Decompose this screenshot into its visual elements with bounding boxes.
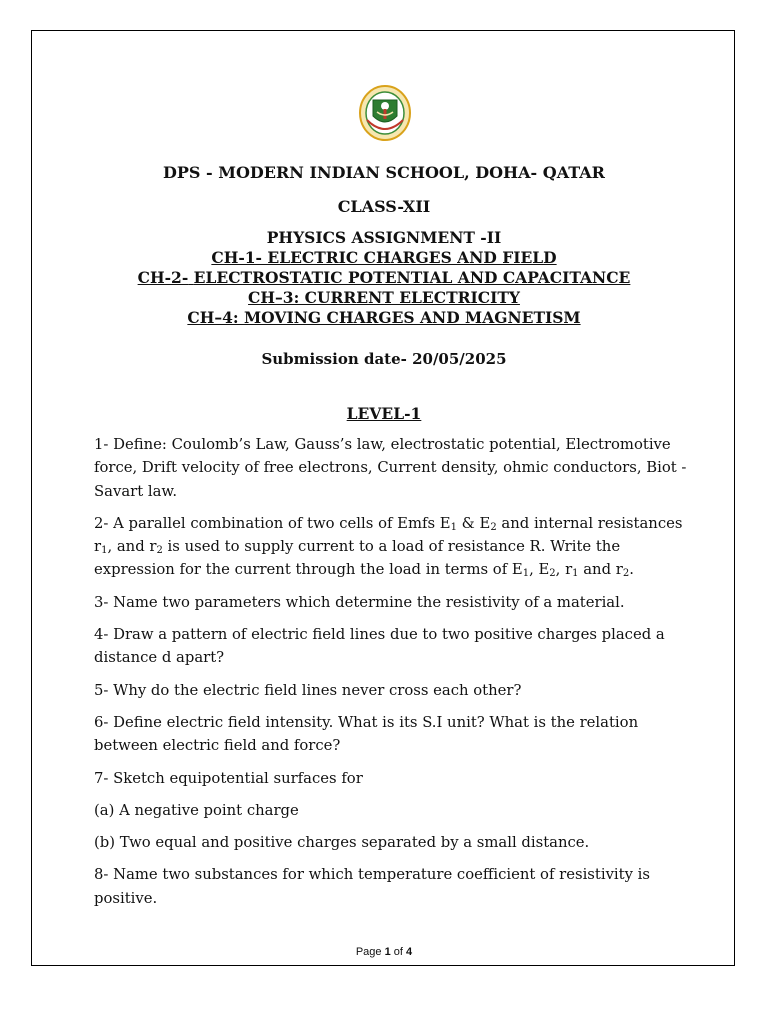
question-6: 6- Define electric field intensity. What is its S.I unit? What is the relation between electric field and force?	[94, 713, 639, 755]
subscript: 2	[156, 545, 163, 557]
question-3: 3- Name two parameters which determine the resistivity of a material.	[94, 593, 625, 611]
footer-total-pages: 4	[406, 946, 413, 958]
school-crest-icon	[359, 84, 411, 142]
chapter-4-heading: CH–4: MOVING CHARGES AND MAGNETISM	[187, 308, 581, 327]
question-5: 5- Why do the electric field lines never cross each other?	[94, 681, 522, 699]
question-7a: (a) A negative point charge	[94, 801, 299, 819]
question-2	[94, 512, 694, 582]
subscript: 1	[522, 568, 530, 580]
q2-text: , and r	[107, 538, 157, 556]
q2-text: and r	[578, 561, 623, 579]
subscript: 1	[101, 545, 108, 557]
question-4: 4- Draw a pattern of electric field lines due to two positive charges placed a distance d apart?	[94, 626, 665, 667]
footer-page-word: Page	[355, 946, 382, 958]
assignment-title: PHYSICS ASSIGNMENT -II	[266, 228, 502, 247]
subscript: 2	[622, 568, 630, 580]
question-8: 8- Name two substances for which temperature coefficient of resistivity is positive.	[94, 866, 651, 907]
page-footer	[32, 946, 736, 958]
class-heading: CLASS-XII	[337, 197, 431, 216]
subscript: 2	[490, 521, 497, 533]
subscript: 1	[572, 568, 579, 580]
chapter-2-title: ELECTROSTATIC POTENTIAL AND CAPACITANCE	[193, 268, 631, 287]
q2-text: , r	[555, 561, 573, 579]
q2-text: and internal resistances r	[94, 514, 683, 556]
level-heading: LEVEL-1	[346, 404, 422, 423]
q2-text: is used to supply current to a load of resistance R. Write the expression for the current through the load in terms of E	[94, 538, 621, 579]
q2-text: , E	[529, 561, 550, 579]
q2-text: .	[629, 561, 634, 579]
question-1: 1- Define: Coulomb’s Law, Gauss’s law, electrostatic potential, Electromotive force, Drift velocity of free electrons, Current density, ohmic conductors, Biot - Savart law.	[94, 436, 687, 500]
chapter-2-prefix: CH-2-	[137, 268, 189, 287]
submission-date: Submission date- 20/05/2025	[261, 350, 507, 368]
q2-text: 2- A parallel combination of two cells of Emfs E	[94, 514, 451, 532]
subscript: 1	[450, 521, 457, 533]
subscript: 2	[549, 568, 556, 580]
question-7: 7- Sketch equipotential surfaces for	[94, 769, 363, 787]
chapter-1-heading: CH-1- ELECTRIC CHARGES AND FIELD	[211, 248, 557, 267]
school-name: DPS - MODERN INDIAN SCHOOL, DOHA- QATAR	[163, 163, 605, 182]
question-list	[94, 433, 694, 919]
question-7b: (b) Two equal and positive charges separated by a small distance.	[94, 834, 590, 852]
footer-of-word: of	[393, 946, 403, 958]
chapter-3-heading: CH–3: CURRENT ELECTRICITY	[248, 288, 520, 307]
footer-current-page: 1	[384, 946, 391, 958]
q2-text: & E	[456, 514, 491, 532]
chapter-2-heading	[32, 268, 736, 287]
